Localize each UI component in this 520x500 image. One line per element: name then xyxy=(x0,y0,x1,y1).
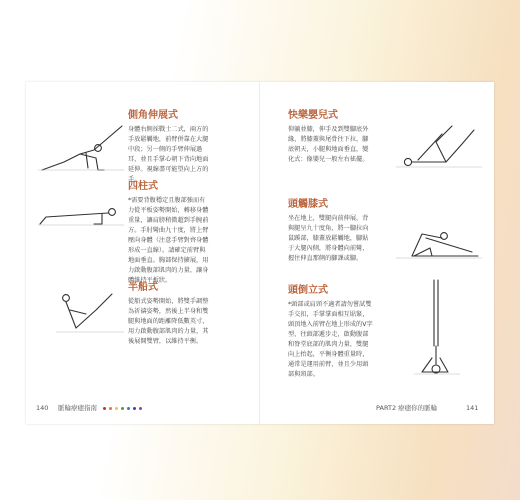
pose-description-head-to-knee: 坐在地上，雙腿向前伸展，背與腿呈九十度角，將一腳拉向鼠蹊部，膝蓋放鬆觸地，腳貼于大腿內側，將身體向前彎，握住伸直那側的腳課或腳。 xyxy=(288,215,369,262)
chakra-dot xyxy=(133,407,136,410)
running-head-left: 脈輪療癒指南 xyxy=(58,404,97,412)
book-spine xyxy=(259,82,260,424)
page-number-right: 141 xyxy=(466,404,479,412)
pose-description-headstand: *頭部或肩頸不適者請勿嘗試雙手交扣，手掌掌面相互貼緊，頭頂地入前臂在地上形成的V字型，往頭部遞步走，啟動腹部和脊堂底部的肌肉力量，雙腿向上抬起，平衡身體重量時，通常是運用前臂，並且少用頭部與頸部。 xyxy=(288,301,373,378)
pose-title-side-angle: 側角伸展式 xyxy=(128,110,178,121)
pose-figure-four-limbed-staff xyxy=(36,200,126,230)
pose-figure-head-to-knee xyxy=(392,212,484,264)
pose-title-head-to-knee: 頭觸膝式 xyxy=(288,199,328,210)
pose-figure-side-angle xyxy=(36,112,126,174)
pose-figure-half-boat xyxy=(36,284,126,340)
pose-title-four-limbed-staff: 四柱式 xyxy=(128,181,158,192)
chakra-dot xyxy=(109,407,112,410)
pose-figure-happy-baby xyxy=(392,112,484,174)
running-head-right: PART2 療癒你的脈輪 xyxy=(376,404,438,412)
pose-description-happy-baby: 仰躺並膝，伸手及到雙腳底外緣，將膝蓋與尾骨往下拉，腳底朝天，小腿與地面垂直，變化式：像嬰兒一般左右搖擺。 xyxy=(288,126,369,163)
pose-title-headstand: 頭倒立式 xyxy=(288,285,328,296)
chakra-color-dots xyxy=(103,407,142,410)
page-number-left: 140 xyxy=(36,404,49,412)
chakra-dot xyxy=(103,407,106,410)
pose-description-side-angle: 身體右側採戰士二式，兩方的手放鬆觸地，前臂併靠在大腿中段；另一側的手臂伸展過耳，並且手掌心朝下背向地面延伸。視線盡可能望向上方的手。 xyxy=(128,126,209,183)
pose-title-half-boat: 半船式 xyxy=(128,282,158,293)
chakra-dot xyxy=(139,407,142,410)
pose-title-happy-baby: 快樂嬰兒式 xyxy=(288,110,338,121)
pose-figure-headstand xyxy=(412,276,462,386)
pose-description-half-boat: 從船式姿勢開始，將雙手調整為祈禱姿勢，然後上半身和雙腿與地面的距離降低數英寸，用力啟動腹部肌肉的力量，其後展開雙臂，以維持平衡。 xyxy=(128,298,209,345)
chakra-dot xyxy=(115,407,118,410)
chakra-dot xyxy=(127,407,130,410)
chakra-dot xyxy=(121,407,124,410)
pose-description-four-limbed-staff: *需要背腹穩定且腹部強而有力從平板姿勢開始，轉移身體重量，讓肩膀稍微超到手腕前方。手肘彎曲九十度，將上臂壓向身體（注意手臂對齊身體形成一直線）。請確定前臂與地面垂直。胸部保持擴展，用力啟動腹部肌肉的力量，讓身體維持平板狀。 xyxy=(128,197,209,284)
